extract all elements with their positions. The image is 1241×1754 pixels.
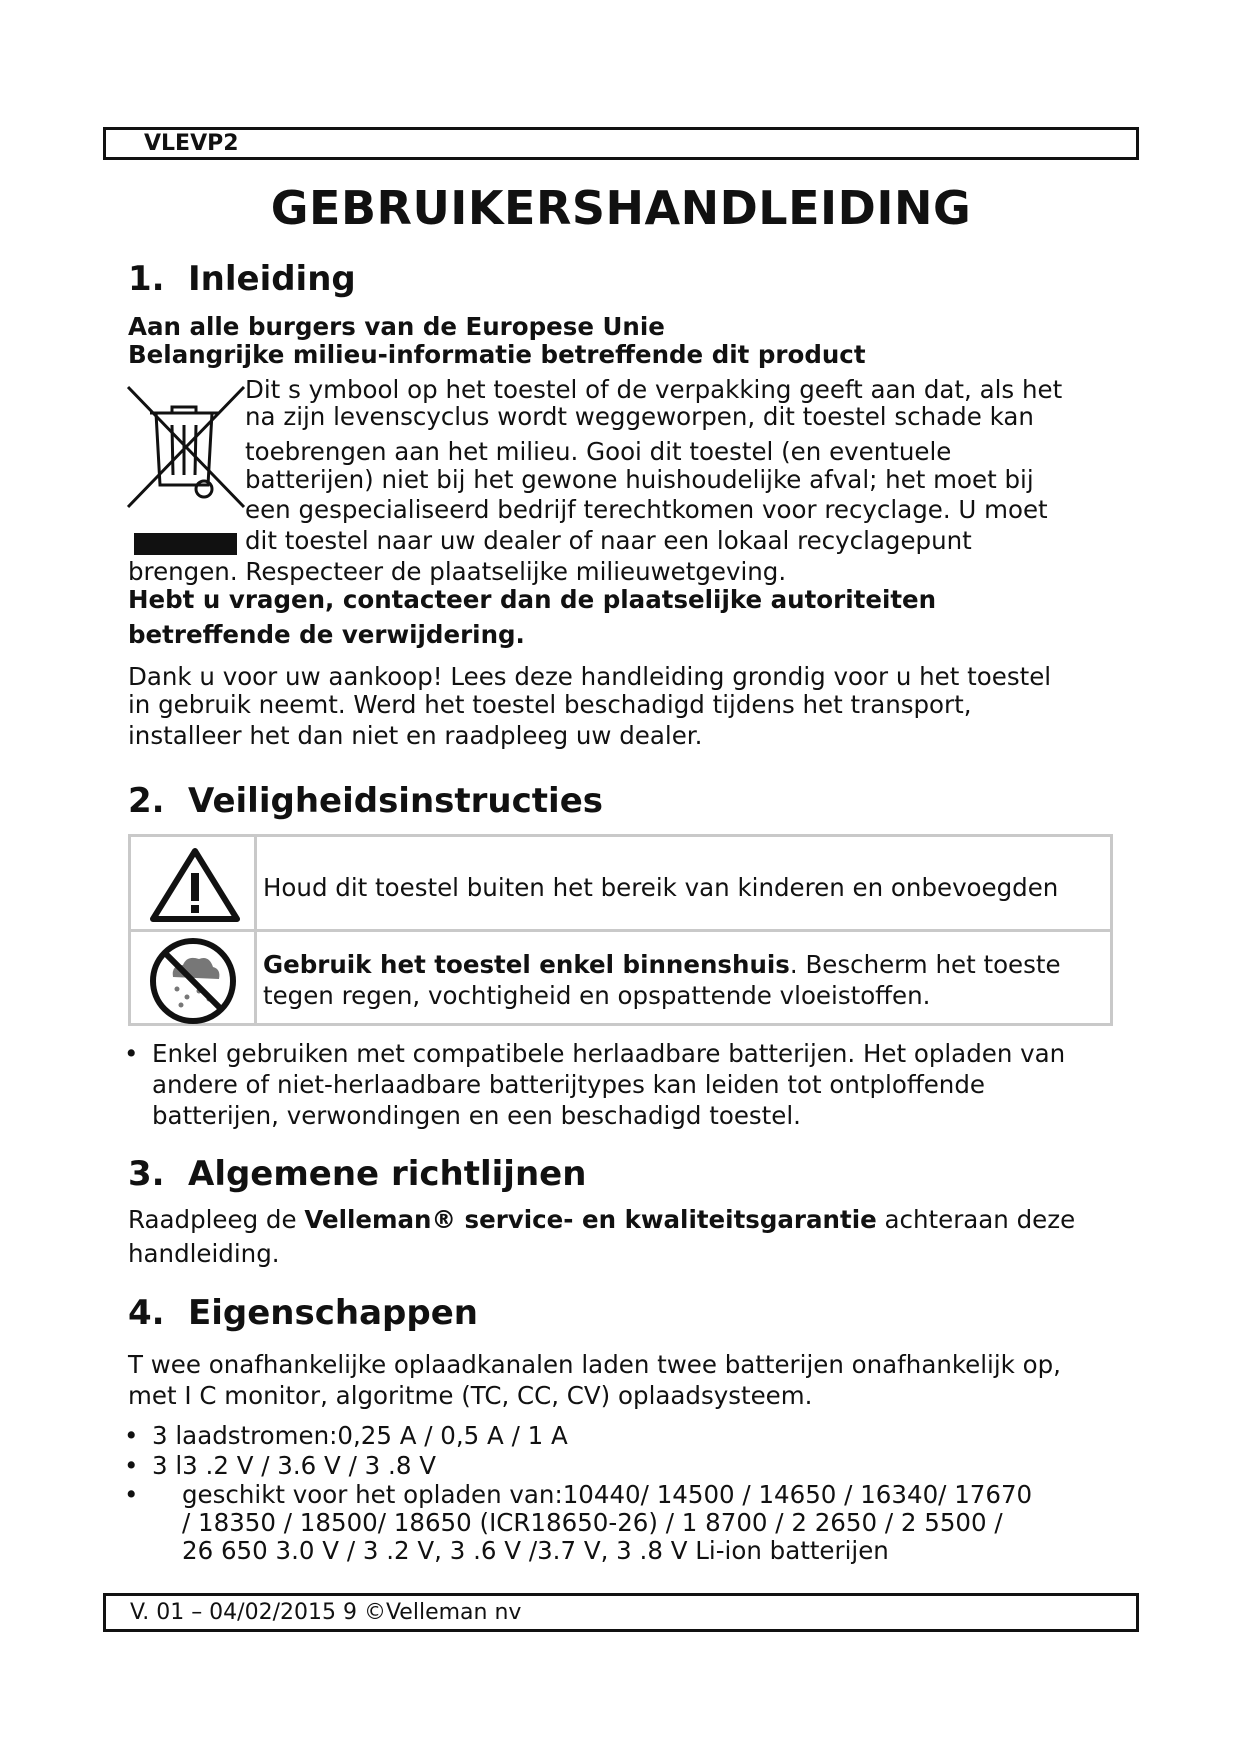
eu-citizens-line: Aan alle burgers van de Europese Unie [128, 312, 665, 341]
section-heading-veiligheid [128, 780, 603, 822]
warning-triangle-icon [149, 847, 241, 923]
guidelines-line [128, 1206, 1138, 1234]
section-title: Inleiding [188, 259, 356, 299]
bullet-line: 26 650 3.0 V / 3 .2 V, 3 .6 V /3.7 V, 3 .8 V Li-ion batterijen [182, 1536, 889, 1565]
weee-black-bar [134, 533, 237, 555]
section-heading-eigenschappen [128, 1292, 478, 1334]
weee-text-line: een gespecialiseerd bedrijf terechtkomen voor recyclage. U moet [245, 495, 1048, 524]
list-item: • 3 l3 .2 V / 3.6 V / 3 .8 V [124, 1451, 1134, 1481]
safety-bullet-list [124, 1038, 1134, 1131]
section-heading-richtlijnen [128, 1153, 586, 1195]
document-title: GEBRUIKERSHANDLEIDING [270, 181, 972, 235]
thanks-line: installeer het dan niet en raadpleeg uw dealer. [128, 721, 703, 750]
document-footer [103, 1593, 1139, 1632]
indoor-bold-text: Gebruik het toestel enkel binnenshuis [263, 950, 790, 979]
list-item: • 3 laadstromen:0,25 A / 0,5 A / 1 A [124, 1421, 1134, 1451]
crossed-bin-icon [126, 385, 246, 509]
thanks-line: in gebruik neemt. Werd het toestel beschadigd tijdens het transport, [128, 690, 972, 719]
safety-row-indoor [263, 949, 1061, 980]
document-header [103, 127, 1139, 160]
guarantee-bold: Velleman® service- en kwaliteitsgarantie [304, 1205, 877, 1234]
section-number: 3. [128, 1154, 165, 1194]
model-number: VLEVP2 [144, 131, 239, 156]
bullet-line: / 18350 / 18500/ 18650 (ICR18650-26) / 1 8700 / 2 2650 / 2 5500 / [182, 1508, 1003, 1537]
safety-table [128, 834, 1113, 1026]
table-divider [131, 929, 1110, 932]
weee-text-line: na zijn levenscyclus wordt weggeworpen, dit toestel schade kan [245, 402, 1034, 431]
no-rain-icon [147, 937, 239, 1025]
questions-line: betreffende de verwijdering. [128, 620, 525, 649]
features-intro-line: T wee onafhankelijke oplaadkanalen laden twee batterijen onafhankelijk op, [128, 1350, 1061, 1379]
weee-text-line: Dit s ymbool op het toestel of de verpakking geeft aan dat, als het [245, 375, 1063, 404]
section-number: 4. [128, 1293, 165, 1333]
bullet-line: andere of niet-herlaadbare batterijtypes kan leiden tot ontploffende [152, 1070, 985, 1099]
weee-text-line: batterijen) niet bij het gewone huishoudelijke afval; het moet bij [245, 465, 1034, 494]
weee-text-line: toebrengen aan het milieu. Gooi dit toestel (en eventuele [245, 437, 952, 466]
safety-row-children: Houd dit toestel buiten het bereik van kinderen en onbevoegden [263, 873, 1059, 902]
section-number: 1. [128, 259, 165, 299]
thanks-line: Dank u voor uw aankoop! Lees deze handleiding grondig voor u het toestel [128, 662, 1052, 691]
bullet-line: batterijen, verwondingen en een beschadigd toestel. [152, 1101, 801, 1130]
section-title: Eigenschappen [188, 1293, 478, 1333]
guidelines-post: achteraan deze [876, 1205, 1076, 1234]
indoor-rest-text: . Bescherm het toeste [789, 950, 1061, 979]
section-heading-inleiding [128, 258, 356, 300]
section-title: Algemene richtlijnen [188, 1154, 587, 1194]
weee-text-line: dit toestel naar uw dealer of naar een lokaal recyclagepunt [245, 526, 972, 555]
safety-row-indoor-line2: tegen regen, vochtigheid en opspattende vloeistoffen. [263, 981, 931, 1010]
weee-text-last-line: brengen. Respecteer de plaatselijke milieuwetgeving. [128, 557, 787, 586]
section-number: 2. [128, 781, 165, 821]
footer-text: V. 01 – 04/02/2015 9 ©Velleman nv [130, 1600, 522, 1625]
section-title: Veiligheidsinstructies [188, 781, 603, 821]
guidelines-line2: handleiding. [128, 1239, 280, 1268]
questions-line: Hebt u vragen, contacteer dan de plaatselijke autoriteiten [128, 585, 937, 614]
bullet-line: • Enkel gebruiken met compatibele herlaadbare batterijen. Het opladen van [152, 1039, 1066, 1068]
list-item [124, 1481, 1134, 1565]
list-item [124, 1038, 1134, 1131]
features-bullet-list [124, 1421, 1134, 1565]
bullet-line: • geschikt voor het opladen van:10440/ 14500 / 14650 / 16340/ 17670 [182, 1480, 1033, 1509]
features-intro-line: met I C monitor, algoritme (TC, CC, CV) oplaadsysteem. [128, 1381, 813, 1410]
guidelines-pre: Raadpleeg de [128, 1205, 305, 1234]
environment-info-line: Belangrijke milieu-informatie betreffende dit product [128, 340, 866, 369]
